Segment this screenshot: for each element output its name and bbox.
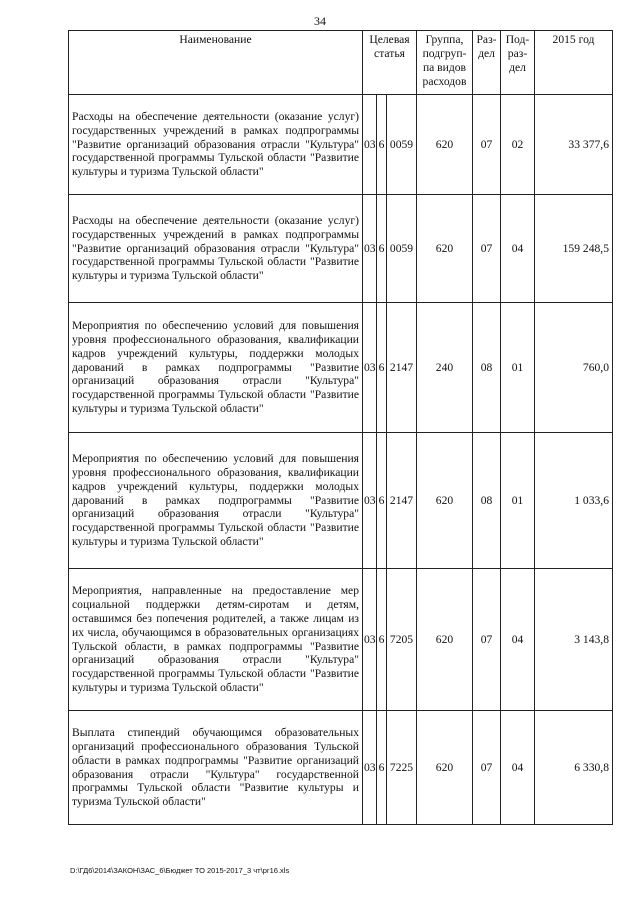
article-code: 7205 [387, 569, 417, 711]
article-subprogram: 6 [377, 569, 387, 711]
header-year: 2015 год [535, 31, 613, 95]
article-code: 2147 [387, 433, 417, 569]
article-program: 03 [363, 569, 377, 711]
article-subprogram: 6 [377, 195, 387, 303]
subsection: 01 [501, 433, 535, 569]
article-subprogram: 6 [377, 711, 387, 825]
table-row [69, 569, 613, 711]
table-row [69, 711, 613, 825]
article-subprogram: 6 [377, 433, 387, 569]
header-subsection: Под-раз-дел [501, 31, 535, 95]
amount: 33 377,6 [535, 95, 613, 195]
row-name: Мероприятия, направленные на предоставление мер социальной поддержки детям-сиротам и детям, оставшимся без попечения родителей, а также лицам из их числа, обучающимся в образовательных организациях Тульской области, в рамках подпрограммы "Развитие организаций образования отрасли "Культура" государственной программы Тульской области "Развитие культуры и туризма Тульской области" [69, 569, 363, 711]
row-name: Расходы на обеспечение деятельности (оказание услуг) государственных учреждений в рамках подпрограммы "Развитие организаций образования отрасли "Культура" государственной программы Тульской области "Развитие культуры и туризма Тульской области" [69, 195, 363, 303]
article-code: 0059 [387, 195, 417, 303]
header-expense-group: Группа, подгруп-па видов расходов [417, 31, 473, 95]
header-row [69, 31, 613, 95]
header-name: Наименование [69, 31, 363, 95]
expense-group: 240 [417, 303, 473, 433]
header-section: Раз-дел [473, 31, 501, 95]
amount: 1 033,6 [535, 433, 613, 569]
section: 08 [473, 433, 501, 569]
article-code: 2147 [387, 303, 417, 433]
article-subprogram: 6 [377, 303, 387, 433]
table-row [69, 303, 613, 433]
file-path-footer: D:\ГД6\2014\ЗАКОН\ЗАС_6\Бюджет ТО 2015-2017_3 чт\рг16.xls [70, 866, 290, 875]
row-name: Расходы на обеспечение деятельности (оказание услуг) государственных учреждений в рамках подпрограммы "Развитие организаций образования отрасли "Культура" государственной программы Тульской области "Развитие культуры и туризма Тульской области" [69, 95, 363, 195]
article-program: 03 [363, 95, 377, 195]
row-name: Выплата стипендий обучающимся образовательных организаций профессионального образования Тульской области в рамках подпрограммы "Развитие организаций образования отрасли "Культура" государственной программы Тульской области "Развитие культуры и туризма Тульской области" [69, 711, 363, 825]
table-row [69, 433, 613, 569]
article-program: 03 [363, 711, 377, 825]
table-row [69, 95, 613, 195]
section: 07 [473, 195, 501, 303]
article-program: 03 [363, 195, 377, 303]
amount: 760,0 [535, 303, 613, 433]
amount: 159 248,5 [535, 195, 613, 303]
expense-group: 620 [417, 195, 473, 303]
expense-group: 620 [417, 711, 473, 825]
subsection: 04 [501, 569, 535, 711]
article-program: 03 [363, 433, 377, 569]
table-row [69, 195, 613, 303]
subsection: 02 [501, 95, 535, 195]
section: 07 [473, 95, 501, 195]
section: 07 [473, 569, 501, 711]
section: 07 [473, 711, 501, 825]
row-name: Мероприятия по обеспечению условий для повышения уровня профессионального образования, квалификации кадров учреждений культуры, поддержки молодых дарований в рамках подпрограммы "Развитие организаций образования отрасли "Культура" государственной программы Тульской области "Развитие культуры и туризма Тульской области" [69, 433, 363, 569]
amount: 3 143,8 [535, 569, 613, 711]
article-subprogram: 6 [377, 95, 387, 195]
expense-group: 620 [417, 95, 473, 195]
header-target-article: Целевая статья [363, 31, 417, 95]
subsection: 04 [501, 195, 535, 303]
expense-group: 620 [417, 569, 473, 711]
article-program: 03 [363, 303, 377, 433]
subsection: 04 [501, 711, 535, 825]
article-code: 7225 [387, 711, 417, 825]
page-number: 34 [314, 14, 326, 28]
budget-table [68, 30, 613, 825]
article-code: 0059 [387, 95, 417, 195]
subsection: 01 [501, 303, 535, 433]
expense-group: 620 [417, 433, 473, 569]
section: 08 [473, 303, 501, 433]
amount: 6 330,8 [535, 711, 613, 825]
row-name: Мероприятия по обеспечению условий для повышения уровня профессионального образования, квалификации кадров учреждений культуры, поддержки молодых дарований в рамках подпрограммы "Развитие организаций образования отрасли "Культура" государственной программы Тульской области "Развитие культуры и туризма Тульской области" [69, 303, 363, 433]
